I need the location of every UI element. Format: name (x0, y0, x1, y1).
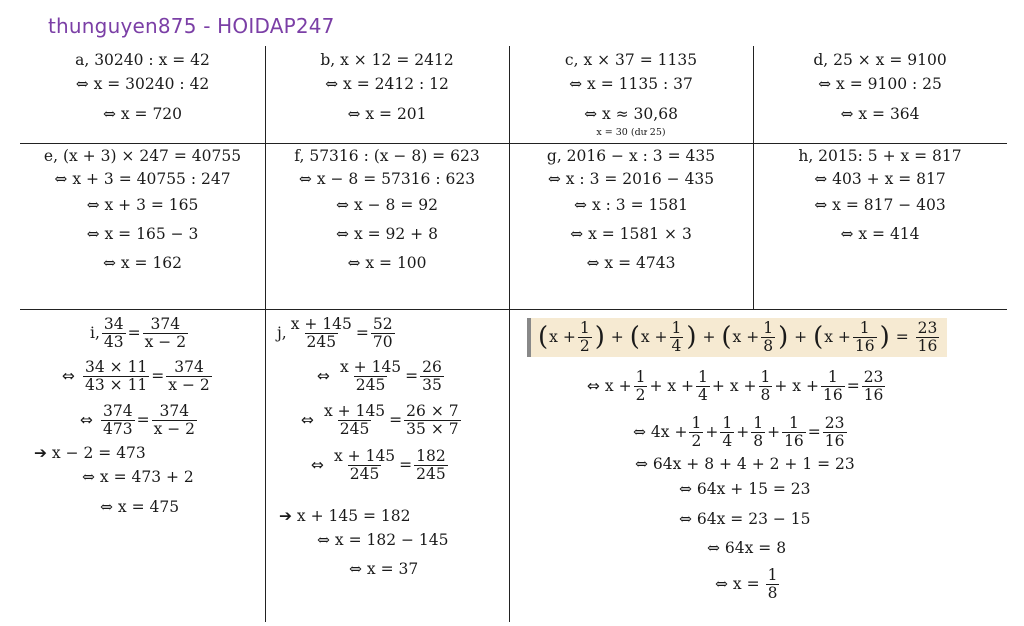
i-line-3: ⇔ $\frac{374}{473}$ = $\frac{374}{x - 2}$ (80, 401, 196, 438)
problem-f: f, 57316 : (x − 8) = 623 ⇔ x − 8 = 57316 : 623 ⇔ x − 8 = 92 ⇔ x = 92 + 8 ⇔ x = 100 (294, 147, 480, 272)
solution-table (20, 46, 1024, 622)
problem-i: i, $\frac{34}{43}$ = $\frac{374}{x - 2}$ ⇔ $\frac{34 \times 11}{43 \times 11}$ = $\frac{374}{x - 2}$ ⇔ $\frac{374}{473}$ = $\frac{374}{x - 2}$ ➔ x − 2 = 473 ⇔ x = 473 + 2 ⇔ x = 475 (20, 312, 265, 524)
problem-e: e, (x + 3) × 247 = 40755 ⇔ x + 3 = 40755 : 247 ⇔ x + 3 = 165 ⇔ x = 165 − 3 ⇔ x = 162 (43, 147, 242, 272)
k-line-2: ⇔ x + $\frac{1}{2}$ + x + $\frac{1}{4}$ + x + $\frac{1}{8}$ + x + $\frac{1}{16}$ = $\frac{23}{16}$ (587, 367, 884, 404)
page-title: thunguyen875 - HOIDAP247 (48, 14, 335, 38)
divider (20, 143, 1007, 144)
i-line-2: ⇔ $\frac{34 \times 11}{43 \times 11}$ = $\frac{374}{x - 2}$ (62, 357, 210, 394)
divider (20, 309, 1007, 310)
problem-h: h, 2015: 5 + x = 817 ⇔ 403 + x = 817 ⇔ x = 817 − 403 ⇔ x = 414 (798, 147, 962, 243)
k-line-3: ⇔ 4x + $\frac{1}{2}$ + $\frac{1}{4}$ + $\frac{1}{8}$ + $\frac{1}{16}$ = $\frac{23}{16}$ (633, 413, 845, 450)
problem-g: g, 2016 − x : 3 = 435 ⇔ x : 3 = 2016 − 435 ⇔ x : 3 = 1581 ⇔ x = 1581 × 3 ⇔ x = 4743 (546, 147, 716, 272)
k-line-1 (509, 312, 1007, 362)
j-line-2: ⇔ $\frac{x + 145}{245}$ = $\frac{26}{35}$ (317, 357, 442, 394)
remainder-note: x = 30 (dư 25) (596, 127, 666, 138)
j-line-4: ⇔ $\frac{x + 145}{245}$ = $\frac{182}{245}$ (311, 446, 446, 483)
problem-d: d, 25 × x = 9100 ⇔ x = 9100 : 25 ⇔ x = 364 (813, 51, 947, 123)
problem-j: j, $\frac{x + 145}{245}$ = $\frac{52}{70}$ ⇔ $\frac{x + 145}{245}$ = $\frac{26}{35}$ ⇔ $\frac{x + 145}{245}$ = $\frac{26 \times 7}{35 \times 7}$ ⇔ $\frac{x + 145}{245}$ = $\frac{182}{245}$ ➔ x + 145 = 182 ⇔ x = 182 − 145 ⇔ x = 37 (265, 312, 509, 586)
j-line-1: j, $\frac{x + 145}{245}$ = $\frac{52}{70}$ (277, 314, 393, 351)
i-line-1: i, $\frac{34}{43}$ = $\frac{374}{x - 2}$ (90, 314, 187, 351)
j-line-3: ⇔ $\frac{x + 145}{245}$ = $\frac{26 \times 7}{35 \times 7}$ (301, 401, 459, 438)
highlighted-equation: ( x + $\frac{1}{2}$ ) + ( x + $\frac{1}{4}$ ) + ( x + $\frac{1}{8}$ ) + ( x + $\frac{1}{16}$ ) = $\frac{23}{16}$ (527, 318, 947, 357)
problem-a: a, 30240 : x = 42 ⇔ x = 30240 : 42 ⇔ x = 720 (75, 51, 210, 123)
k-line-8: ⇔ x = $\frac{1}{8}$ (715, 565, 778, 602)
problem-b: b, x × 12 = 2412 ⇔ x = 2412 : 12 ⇔ x = 201 (320, 51, 454, 123)
problem-k: ( x + $\frac{1}{2}$ ) + ( x + $\frac{1}{4}$ ) + ( x + $\frac{1}{8}$ ) + ( x + $\frac{1}{16}$ ) = $\frac{23}{16}$ ⇔ x + $\frac{1}{2}$ + x + $\frac{1}{4}$ + x + $\frac{1}{8}$ + x + $\frac{1}{16}$ = $\frac{23}{16}$ ⇔ 4x + $\frac{1}{2}$ + $\frac{1}{4}$ + $\frac{1}{8}$ + $\frac{1}{16}$ = $\frac{23}{16}$ ⇔ 64x + 8 + 4 + 2 + 1 = 23 ⇔ 64x + 15 = 23 ⇔ 64x = 23 − 15 ⇔ 64x = 8 ⇔ x = $\frac{1}{8}$ (509, 312, 1007, 606)
problem-c: c, x × 37 = 1135 ⇔ x = 1135 : 37 ⇔ x ≈ 30,68 x = 30 (dư 25) (509, 48, 753, 140)
